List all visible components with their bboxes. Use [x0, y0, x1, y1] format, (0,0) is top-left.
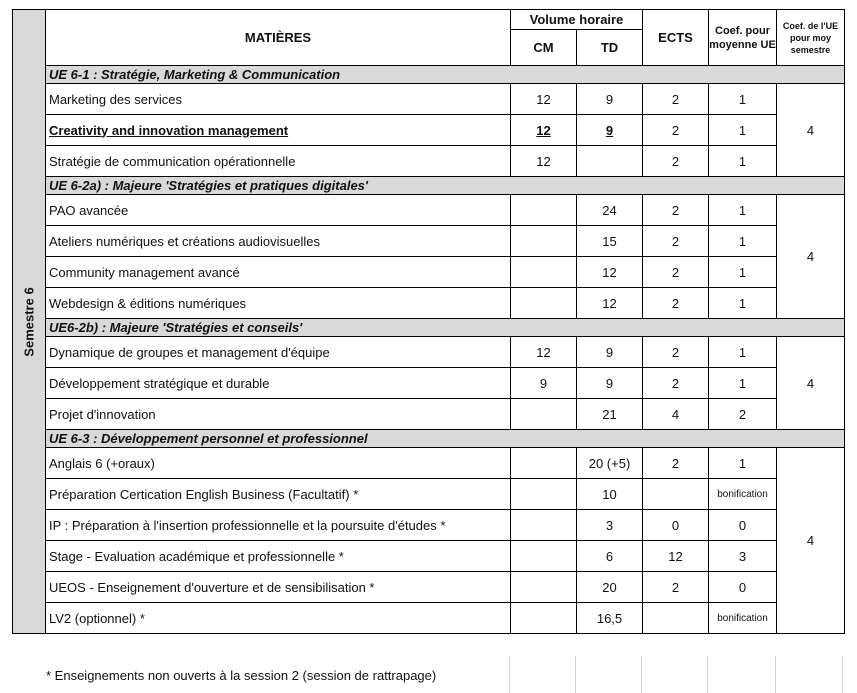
semester-label: Semestre 6 [21, 286, 37, 357]
course-cm [511, 399, 577, 430]
ue-coef-semestre: 4 [777, 195, 845, 319]
course-coef-ue: 3 [709, 541, 777, 572]
course-cm [511, 257, 577, 288]
ue-title: UE 6-1 : Stratégie, Marketing & Communication [46, 66, 845, 84]
course-td: 12 [577, 288, 643, 319]
course-ects: 2 [643, 84, 709, 115]
semester-cell [13, 10, 46, 634]
course-coef-ue: 1 [709, 288, 777, 319]
header-td: TD [577, 30, 643, 66]
course-name: Ateliers numériques et créations audiovisuelles [46, 226, 511, 257]
ue-header-row [13, 319, 845, 337]
course-name: Creativity and innovation management [46, 115, 511, 146]
grid-line [707, 656, 708, 693]
course-td: 10 [577, 479, 643, 510]
header-volume-horaire: Volume horaire [511, 10, 643, 30]
course-coef-ue: 1 [709, 146, 777, 177]
course-cm [511, 288, 577, 319]
course-row [13, 115, 845, 146]
course-row [13, 541, 845, 572]
course-cm [511, 603, 577, 634]
course-ects: 0 [643, 510, 709, 541]
grid-line [575, 656, 576, 693]
course-name: PAO avancée [46, 195, 511, 226]
course-name: IP : Préparation à l'insertion professionnelle et la poursuite d'études * [46, 510, 511, 541]
course-cm [511, 195, 577, 226]
course-coef-ue: 1 [709, 115, 777, 146]
course-row [13, 572, 845, 603]
course-td: 9 [577, 84, 643, 115]
course-cm [511, 541, 577, 572]
course-row [13, 510, 845, 541]
course-ects: 2 [643, 337, 709, 368]
course-coef-ue: 1 [709, 226, 777, 257]
ue-title: UE 6-3 : Développement personnel et professionnel [46, 430, 845, 448]
ue-coef-semestre: 4 [777, 337, 845, 430]
course-td: 9 [577, 115, 643, 146]
ue-title: UE6-2b) : Majeure 'Stratégies et conseils' [46, 319, 845, 337]
course-coef-ue: 1 [709, 195, 777, 226]
course-td: 6 [577, 541, 643, 572]
course-ects: 2 [643, 226, 709, 257]
grid-line [842, 656, 843, 693]
ue-header-row [13, 66, 845, 84]
curriculum-table-container [12, 9, 845, 634]
course-ects: 2 [643, 368, 709, 399]
course-coef-ue: 1 [709, 337, 777, 368]
header-coef-semestre: Coef. de l'UE pour moy semestre [777, 10, 845, 66]
course-cm: 12 [511, 146, 577, 177]
course-td: 21 [577, 399, 643, 430]
course-coef-ue: 1 [709, 448, 777, 479]
header-matieres: MATIÈRES [46, 10, 511, 66]
header-coef-ue: Coef. pour moyenne UE [709, 10, 777, 66]
ue-header-row [13, 177, 845, 195]
course-row [13, 84, 845, 115]
course-cm: 9 [511, 368, 577, 399]
course-row [13, 195, 845, 226]
course-cm: 12 [511, 337, 577, 368]
course-td: 15 [577, 226, 643, 257]
course-name: Marketing des services [46, 84, 511, 115]
course-ects: 2 [643, 572, 709, 603]
course-ects: 2 [643, 448, 709, 479]
course-td: 16,5 [577, 603, 643, 634]
course-name: Développement stratégique et durable [46, 368, 511, 399]
course-name: Dynamique de groupes et management d'équipe [46, 337, 511, 368]
course-ects: 2 [643, 288, 709, 319]
course-td: 3 [577, 510, 643, 541]
course-td: 9 [577, 337, 643, 368]
course-td: 24 [577, 195, 643, 226]
course-td: 20 [577, 572, 643, 603]
course-cm [511, 226, 577, 257]
course-row [13, 146, 845, 177]
ue-coef-semestre: 4 [777, 84, 845, 177]
course-coef-ue: 0 [709, 572, 777, 603]
grid-line [641, 656, 642, 693]
footnote: * Enseignements non ouverts à la session 2 (session de rattrapage) [46, 668, 437, 683]
ue-title: UE 6-2a) : Majeure 'Stratégies et pratiques digitales' [46, 177, 845, 195]
course-td: 20 (+5) [577, 448, 643, 479]
course-coef-ue: 1 [709, 368, 777, 399]
course-cm [511, 572, 577, 603]
course-coef-ue: 1 [709, 257, 777, 288]
course-ects: 2 [643, 115, 709, 146]
header-ects: ECTS [643, 10, 709, 66]
ue-coef-semestre: 4 [777, 448, 845, 634]
course-ects: 12 [643, 541, 709, 572]
ue-header-row [13, 430, 845, 448]
course-row [13, 368, 845, 399]
course-name: Anglais 6 (+oraux) [46, 448, 511, 479]
course-row [13, 479, 845, 510]
grid-line [775, 656, 776, 693]
course-name: Webdesign & éditions numériques [46, 288, 511, 319]
course-row [13, 337, 845, 368]
course-coef-ue: 1 [709, 84, 777, 115]
course-ects: 4 [643, 399, 709, 430]
course-row [13, 257, 845, 288]
course-row [13, 448, 845, 479]
course-ects [643, 479, 709, 510]
course-cm [511, 510, 577, 541]
course-td [577, 146, 643, 177]
course-td: 9 [577, 368, 643, 399]
course-name: LV2 (optionnel) * [46, 603, 511, 634]
course-row [13, 288, 845, 319]
course-name: Stratégie de communication opérationnelle [46, 146, 511, 177]
course-ects [643, 603, 709, 634]
grid-line [509, 656, 510, 693]
course-name: Préparation Certication English Business (Facultatif) * [46, 479, 511, 510]
course-name: Community management avancé [46, 257, 511, 288]
course-ects: 2 [643, 146, 709, 177]
course-cm [511, 479, 577, 510]
curriculum-table [12, 9, 845, 634]
course-td: 12 [577, 257, 643, 288]
course-name: UEOS - Enseignement d'ouverture et de sensibilisation * [46, 572, 511, 603]
course-cm [511, 448, 577, 479]
course-name: Projet d'innovation [46, 399, 511, 430]
course-cm: 12 [511, 84, 577, 115]
course-coef-ue: bonification [709, 603, 777, 634]
course-coef-ue: bonification [709, 479, 777, 510]
course-cm: 12 [511, 115, 577, 146]
course-coef-ue: 2 [709, 399, 777, 430]
course-ects: 2 [643, 257, 709, 288]
course-ects: 2 [643, 195, 709, 226]
course-row [13, 603, 845, 634]
course-row [13, 399, 845, 430]
course-coef-ue: 0 [709, 510, 777, 541]
course-name: Stage - Evaluation académique et professionnelle * [46, 541, 511, 572]
course-row [13, 226, 845, 257]
header-cm: CM [511, 30, 577, 66]
